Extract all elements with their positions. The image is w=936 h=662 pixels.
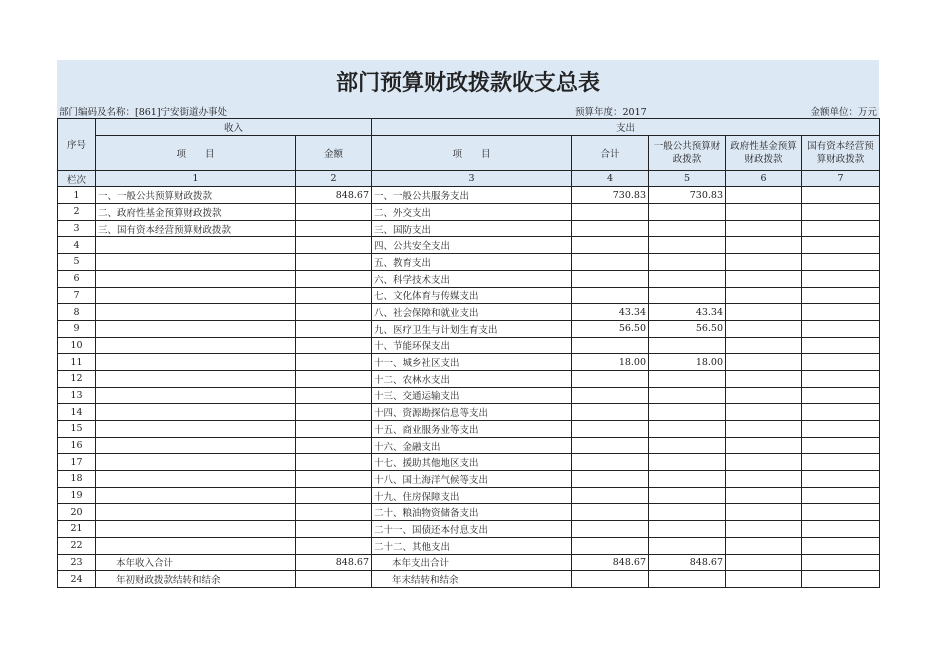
expense-total: [572, 404, 649, 421]
expense-state: [802, 187, 880, 204]
expense-item: 九、医疗卫生与计划生育支出: [372, 320, 572, 337]
page-title: 部门预算财政拨款收支总表: [335, 70, 600, 96]
expense-total: [572, 504, 649, 521]
expense-fund: [726, 421, 802, 438]
expense-item: 十五、商业服务业等支出: [372, 421, 572, 438]
income-item: [96, 237, 296, 254]
row-seq: 15: [58, 421, 96, 438]
row-seq: 12: [58, 370, 96, 387]
expense-item: 十七、援助其他地区支出: [372, 454, 572, 471]
column-number: 5: [649, 170, 726, 187]
budget-table: [57, 118, 880, 588]
income-item: 二、政府性基金预算财政拨款: [96, 204, 296, 221]
expense-state: [802, 254, 880, 271]
expense-fund: [726, 387, 802, 404]
table-row: [58, 537, 880, 554]
income-amount: [296, 287, 372, 304]
table-row: [58, 320, 880, 337]
expense-state: [802, 454, 880, 471]
budget-sheet: [57, 60, 879, 588]
row-seq: 18: [58, 471, 96, 488]
expense-total: [572, 487, 649, 504]
income-amount: [296, 354, 372, 371]
expense-general: [649, 404, 726, 421]
expense-total: 56.50: [572, 320, 649, 337]
income-item: [96, 354, 296, 371]
expense-item: 十、节能环保支出: [372, 337, 572, 354]
header-amount: 金额: [296, 135, 372, 170]
expense-total: 730.83: [572, 187, 649, 204]
row-seq: 23: [58, 554, 96, 571]
expense-general: [649, 204, 726, 221]
expense-item: 五、教育支出: [372, 254, 572, 271]
income-amount: 848.67: [296, 554, 372, 571]
expense-total: [572, 237, 649, 254]
expense-item: 二十一、国债还本付息支出: [372, 521, 572, 538]
expense-fund: [726, 554, 802, 571]
expense-state: [802, 537, 880, 554]
header-state: 国有资本经营预算财政拨款: [802, 135, 880, 170]
expense-fund: [726, 404, 802, 421]
expense-state: [802, 287, 880, 304]
expense-general: [649, 471, 726, 488]
expense-general: [649, 270, 726, 287]
income-item: [96, 404, 296, 421]
expense-general: [649, 287, 726, 304]
expense-total: [572, 521, 649, 538]
expense-general: [649, 254, 726, 271]
table-row: [58, 437, 880, 454]
table-row: [58, 471, 880, 488]
expense-total: [572, 220, 649, 237]
header-total: 合计: [572, 135, 649, 170]
expense-total: [572, 437, 649, 454]
expense-fund: [726, 504, 802, 521]
income-item: [96, 254, 296, 271]
expense-general: [649, 237, 726, 254]
table-row: [58, 487, 880, 504]
income-item: [96, 421, 296, 438]
header-colno: 栏次: [58, 170, 96, 187]
row-seq: 1: [58, 187, 96, 204]
expense-total: 848.67: [572, 554, 649, 571]
table-row: [58, 421, 880, 438]
table-row: [58, 354, 880, 371]
expense-general: [649, 537, 726, 554]
expense-total: [572, 287, 649, 304]
income-amount: [296, 487, 372, 504]
expense-state: [802, 521, 880, 538]
expense-item: 二十二、其他支出: [372, 537, 572, 554]
expense-fund: [726, 571, 802, 588]
expense-general: 43.34: [649, 304, 726, 321]
expense-fund: [726, 204, 802, 221]
income-item: [96, 337, 296, 354]
column-number: 7: [802, 170, 880, 187]
income-amount: [296, 421, 372, 438]
header-income: 收入: [96, 119, 372, 136]
income-item: 本年收入合计: [96, 554, 296, 571]
expense-fund: [726, 454, 802, 471]
expense-fund: [726, 304, 802, 321]
header-fund: 政府性基金预算财政拨款: [726, 135, 802, 170]
expense-item: 年末结转和结余: [372, 571, 572, 588]
expense-general: [649, 220, 726, 237]
table-row: [58, 237, 880, 254]
row-seq: 5: [58, 254, 96, 271]
income-item: [96, 270, 296, 287]
income-amount: [296, 370, 372, 387]
income-item: [96, 537, 296, 554]
column-number: 1: [96, 170, 296, 187]
income-amount: [296, 521, 372, 538]
expense-state: [802, 370, 880, 387]
expense-state: [802, 504, 880, 521]
row-seq: 11: [58, 354, 96, 371]
expense-state: [802, 487, 880, 504]
dept-label: 部门编码及名称：[861]宁安街道办事处: [59, 107, 228, 118]
expense-total: [572, 387, 649, 404]
table-row: [58, 404, 880, 421]
expense-fund: [726, 337, 802, 354]
row-seq: 6: [58, 270, 96, 287]
header-item: 项 目: [96, 135, 296, 170]
expense-item: 三、国防支出: [372, 220, 572, 237]
expense-general: [649, 387, 726, 404]
expense-fund: [726, 537, 802, 554]
expense-total: [572, 537, 649, 554]
header-item2: 项 目: [372, 135, 572, 170]
income-amount: [296, 204, 372, 221]
expense-item: 十一、城乡社区支出: [372, 354, 572, 371]
expense-total: [572, 571, 649, 588]
expense-general: [649, 521, 726, 538]
table-row: [58, 304, 880, 321]
row-seq: 14: [58, 404, 96, 421]
expense-general: 848.67: [649, 554, 726, 571]
expense-state: [802, 571, 880, 588]
info-row: [57, 102, 879, 118]
expense-general: [649, 437, 726, 454]
income-item: 年初财政拨款结转和结余: [96, 571, 296, 588]
header-seq: 序号: [58, 119, 96, 171]
expense-state: [802, 304, 880, 321]
expense-item: 七、文化体育与传媒支出: [372, 287, 572, 304]
expense-general: 730.83: [649, 187, 726, 204]
expense-state: [802, 437, 880, 454]
row-seq: 7: [58, 287, 96, 304]
table-row: [58, 337, 880, 354]
expense-fund: [726, 237, 802, 254]
expense-fund: [726, 320, 802, 337]
table-row: [58, 254, 880, 271]
table-row: [58, 387, 880, 404]
income-item: [96, 454, 296, 471]
income-amount: [296, 254, 372, 271]
expense-state: [802, 354, 880, 371]
row-seq: 17: [58, 454, 96, 471]
row-seq: 24: [58, 571, 96, 588]
expense-fund: [726, 220, 802, 237]
expense-state: [802, 471, 880, 488]
expense-general: [649, 454, 726, 471]
expense-total: [572, 421, 649, 438]
row-seq: 16: [58, 437, 96, 454]
income-amount: [296, 404, 372, 421]
table-row: [58, 571, 880, 588]
expense-total: [572, 270, 649, 287]
header-general: 一般公共预算财政拨款: [649, 135, 726, 170]
expense-general: [649, 571, 726, 588]
income-item: 一、一般公共预算财政拨款: [96, 187, 296, 204]
expense-item: 本年支出合计: [372, 554, 572, 571]
expense-state: [802, 237, 880, 254]
table-row: [58, 220, 880, 237]
expense-fund: [726, 521, 802, 538]
row-seq: 10: [58, 337, 96, 354]
income-amount: [296, 237, 372, 254]
row-seq: 8: [58, 304, 96, 321]
income-amount: [296, 270, 372, 287]
expense-item: 十八、国土海洋气候等支出: [372, 471, 572, 488]
expense-state: [802, 404, 880, 421]
income-amount: [296, 387, 372, 404]
row-seq: 3: [58, 220, 96, 237]
table-row: [58, 187, 880, 204]
expense-state: [802, 554, 880, 571]
table-row: [58, 454, 880, 471]
expense-fund: [726, 471, 802, 488]
table-row: [58, 370, 880, 387]
income-amount: [296, 320, 372, 337]
row-seq: 13: [58, 387, 96, 404]
income-item: [96, 504, 296, 521]
expense-fund: [726, 287, 802, 304]
table-row: [58, 270, 880, 287]
column-number: 3: [372, 170, 572, 187]
expense-general: [649, 487, 726, 504]
row-seq: 9: [58, 320, 96, 337]
expense-total: [572, 370, 649, 387]
column-number: 6: [726, 170, 802, 187]
expense-fund: [726, 187, 802, 204]
column-number: 2: [296, 170, 372, 187]
income-amount: [296, 437, 372, 454]
expense-total: 18.00: [572, 354, 649, 371]
income-item: 三、国有资本经营预算财政拨款: [96, 220, 296, 237]
row-seq: 22: [58, 537, 96, 554]
expense-total: [572, 204, 649, 221]
expense-item: 一、一般公共服务支出: [372, 187, 572, 204]
year-label: 预算年度：2017: [575, 107, 647, 118]
row-seq: 19: [58, 487, 96, 504]
expense-general: [649, 337, 726, 354]
income-item: [96, 471, 296, 488]
unit-label: 金额单位：万元: [810, 107, 877, 118]
expense-fund: [726, 254, 802, 271]
expense-state: [802, 387, 880, 404]
expense-state: [802, 337, 880, 354]
table-row: [58, 554, 880, 571]
expense-item: 八、社会保障和就业支出: [372, 304, 572, 321]
expense-item: 十二、农林水支出: [372, 370, 572, 387]
income-amount: [296, 504, 372, 521]
expense-item: 二十、粮油物资储备支出: [372, 504, 572, 521]
table-row: [58, 504, 880, 521]
table-row: [58, 287, 880, 304]
expense-general: 56.50: [649, 320, 726, 337]
expense-total: [572, 337, 649, 354]
income-amount: [296, 454, 372, 471]
expense-state: [802, 204, 880, 221]
income-amount: [296, 571, 372, 588]
income-item: [96, 487, 296, 504]
income-amount: [296, 304, 372, 321]
expense-total: 43.34: [572, 304, 649, 321]
income-amount: 848.67: [296, 187, 372, 204]
expense-general: [649, 504, 726, 521]
expense-state: [802, 320, 880, 337]
expense-fund: [726, 370, 802, 387]
income-item: [96, 521, 296, 538]
expense-item: 十四、资源勘探信息等支出: [372, 404, 572, 421]
income-item: [96, 437, 296, 454]
column-number: 4: [572, 170, 649, 187]
expense-general: [649, 421, 726, 438]
income-item: [96, 320, 296, 337]
income-amount: [296, 337, 372, 354]
income-amount: [296, 471, 372, 488]
expense-fund: [726, 487, 802, 504]
expense-item: 二、外交支出: [372, 204, 572, 221]
expense-fund: [726, 354, 802, 371]
expense-state: [802, 270, 880, 287]
income-amount: [296, 220, 372, 237]
row-seq: 4: [58, 237, 96, 254]
expense-total: [572, 254, 649, 271]
row-seq: 2: [58, 204, 96, 221]
expense-item: 十六、金融支出: [372, 437, 572, 454]
expense-item: 十三、交通运输支出: [372, 387, 572, 404]
expense-state: [802, 421, 880, 438]
expense-total: [572, 471, 649, 488]
income-item: [96, 387, 296, 404]
expense-total: [572, 454, 649, 471]
income-amount: [296, 537, 372, 554]
expense-fund: [726, 270, 802, 287]
expense-fund: [726, 437, 802, 454]
expense-item: 四、公共安全支出: [372, 237, 572, 254]
income-item: [96, 370, 296, 387]
expense-general: 18.00: [649, 354, 726, 371]
row-seq: 20: [58, 504, 96, 521]
income-item: [96, 287, 296, 304]
expense-general: [649, 370, 726, 387]
header-expense: 支出: [372, 119, 880, 136]
income-item: [96, 304, 296, 321]
table-row: [58, 204, 880, 221]
expense-item: 六、科学技术支出: [372, 270, 572, 287]
row-seq: 21: [58, 521, 96, 538]
table-row: [58, 521, 880, 538]
expense-state: [802, 220, 880, 237]
expense-item: 十九、住房保障支出: [372, 487, 572, 504]
